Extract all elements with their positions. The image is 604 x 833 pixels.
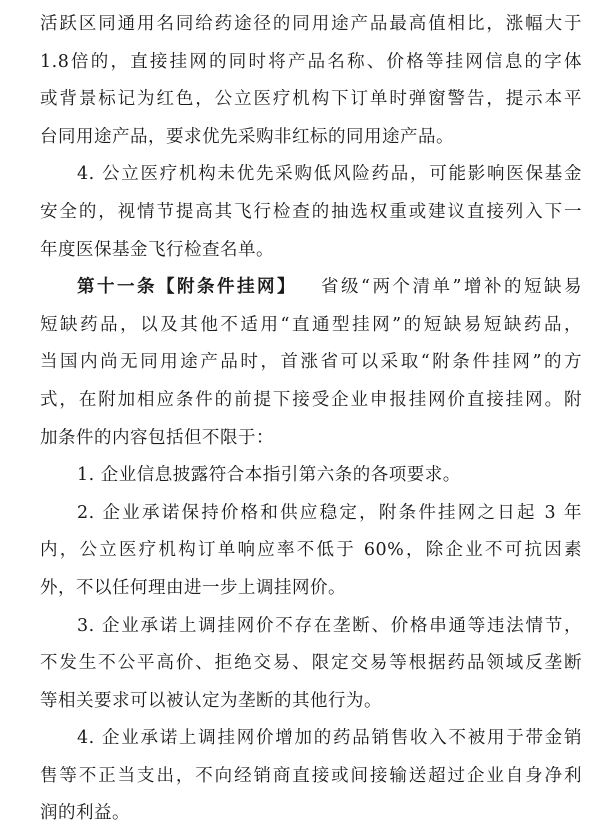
text-line: 润的利益。: [40, 803, 130, 824]
article-heading: 第十一条【附条件挂网】: [77, 277, 298, 298]
text-line: 当国内尚无同用途产品时，首涨省可以采取“附条件挂网”的方: [40, 352, 582, 373]
text-line: 3. 企业承诺上调挂网价不存在垄断、价格串通等违法情节，: [77, 615, 582, 636]
text-line: 内，公立医疗机构订单响应率不低于 60%，除企业不可抗因素: [40, 540, 582, 561]
paragraph-item-4-medical-institutions: [40, 156, 582, 269]
text-line: 1.8倍的，直接挂网的同时将产品名称、价格等挂网信息的字体: [40, 51, 582, 72]
text-line: 或背景标记为红色，公立医疗机构下订单时弹窗警告，提示本平: [40, 89, 582, 110]
text-line: 4. 企业承诺上调挂网价增加的药品销售收入不被用于带金销: [77, 728, 582, 749]
paragraph-price-warning: [40, 6, 582, 156]
article-11: [40, 269, 582, 457]
condition-item-3: [40, 608, 582, 721]
text-line: 安全的，视情节提高其飞行检查的抽选权重或建议直接列入下一: [40, 201, 582, 222]
text-line: 台同用途产品，要求优先采购非红标的同用途产品。: [40, 126, 454, 147]
text-line: 等相关要求可以被认定为垄断的其他行为。: [40, 690, 382, 711]
text-line: 短缺药品，以及其他不适用“直通型挂网”的短缺易短缺药品，: [40, 314, 582, 335]
text-line: 4. 公立医疗机构未优先采购低风险药品，可能影响医保基金: [77, 164, 582, 185]
text-line: 活跃区同通用名同给药途径的同用途产品最高值相比，涨幅大于: [40, 14, 582, 34]
text-segment: 省级“两个清单”增补的短缺易: [319, 277, 582, 298]
text-line: 1. 企业信息披露符合本指引第六条的各项要求。: [77, 465, 461, 486]
text-line: 不发生不公平高价、拒绝交易、限定交易等根据药品领域反垄断: [40, 653, 582, 674]
text-line: 外，不以任何理由进一步上调挂网价。: [40, 577, 346, 598]
article-11-first-line: [40, 269, 582, 307]
text-line: 式，在附加相应条件的前提下接受企业申报挂网价直接挂网。附: [40, 389, 582, 410]
text-line: 2. 企业承诺保持价格和供应稳定，附条件挂网之日起 3 年: [77, 502, 582, 523]
text-line: 加条件的内容包括但不限于：: [40, 427, 274, 448]
condition-item-2: [40, 495, 582, 608]
text-line: 售等不正当支出，不向经销商直接或间接输送超过企业自身净利: [40, 765, 582, 786]
text-line: 年度医保基金飞行检查名单。: [40, 239, 274, 260]
condition-item-4: [40, 720, 582, 833]
condition-item-1: [40, 457, 582, 495]
